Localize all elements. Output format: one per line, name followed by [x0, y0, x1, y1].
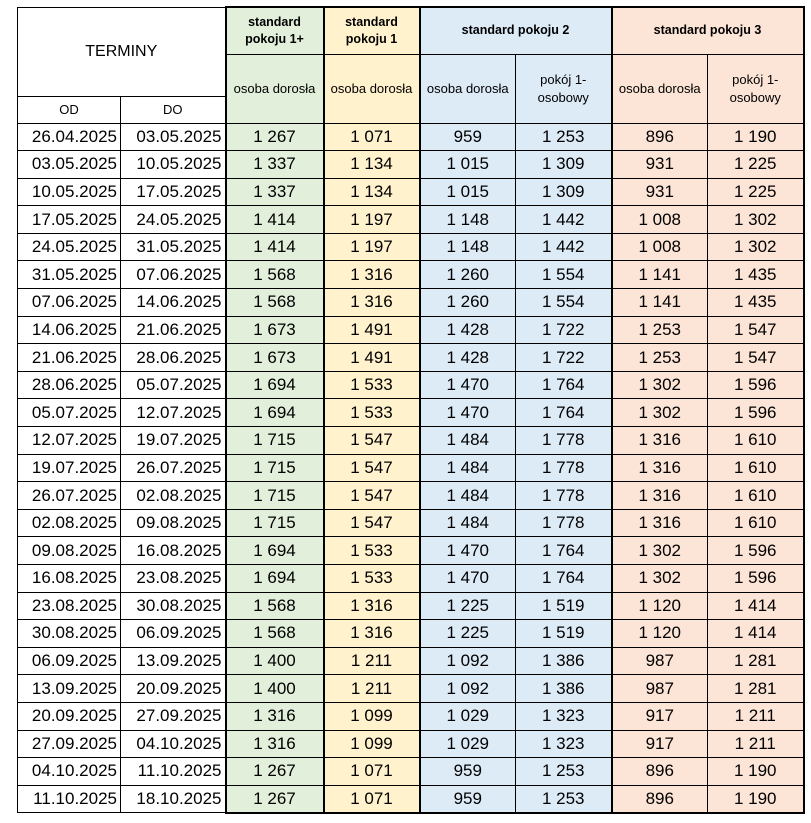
sub-header-adult: osoba dorosła	[324, 54, 420, 123]
table-row	[18, 178, 804, 206]
date-to-cell: 26.07.2025	[121, 454, 226, 482]
price-cell: 1 337	[226, 178, 324, 206]
price-cell: 1 547	[324, 509, 420, 537]
date-from-cell: 21.06.2025	[18, 344, 121, 372]
price-cell: 1 414	[226, 206, 324, 234]
price-cell: 1 568	[226, 620, 324, 648]
price-cell: 1 099	[324, 730, 420, 758]
date-to-cell: 02.08.2025	[121, 482, 226, 510]
date-to-cell: 04.10.2025	[121, 730, 226, 758]
price-cell: 1 386	[516, 647, 612, 675]
price-cell: 1 316	[324, 289, 420, 317]
price-cell: 1 568	[226, 289, 324, 317]
date-from-cell: 12.07.2025	[18, 427, 121, 455]
date-from-cell: 04.10.2025	[18, 758, 121, 786]
price-cell: 1 442	[516, 206, 612, 234]
price-cell: 1 141	[612, 289, 708, 317]
date-to-cell: 05.07.2025	[121, 371, 226, 399]
price-cell: 1 302	[612, 537, 708, 565]
table-row	[18, 758, 804, 786]
table-row	[18, 344, 804, 372]
price-cell: 1 190	[708, 123, 804, 151]
date-from-cell: 11.10.2025	[18, 785, 121, 813]
price-cell: 1 715	[226, 454, 324, 482]
sub-header-single-room: pokój 1-osobowy	[516, 54, 612, 123]
date-to-cell: 30.08.2025	[121, 592, 226, 620]
price-cell: 1 547	[324, 427, 420, 455]
price-cell: 1 470	[420, 399, 516, 427]
date-from-cell: 19.07.2025	[18, 454, 121, 482]
price-cell: 1 316	[324, 620, 420, 648]
price-cell: 1 211	[708, 730, 804, 758]
date-to-cell: 20.09.2025	[121, 675, 226, 703]
price-cell: 1 435	[708, 289, 804, 317]
price-cell: 1 428	[420, 344, 516, 372]
price-cell: 1 302	[612, 565, 708, 593]
price-cell: 987	[612, 675, 708, 703]
price-cell: 1 778	[516, 454, 612, 482]
date-to-cell: 14.06.2025	[121, 289, 226, 317]
price-cell: 1 071	[324, 758, 420, 786]
price-cell: 1 470	[420, 537, 516, 565]
date-from-cell: 13.09.2025	[18, 675, 121, 703]
price-cell: 1 491	[324, 344, 420, 372]
date-from-cell: 26.07.2025	[18, 482, 121, 510]
table-row	[18, 509, 804, 537]
table-row	[18, 702, 804, 730]
date-to-cell: 16.08.2025	[121, 537, 226, 565]
price-cell: 1 211	[708, 702, 804, 730]
date-from-cell: 26.04.2025	[18, 123, 121, 151]
price-cell: 1 554	[516, 261, 612, 289]
date-from-cell: 28.06.2025	[18, 371, 121, 399]
date-to-cell: 31.05.2025	[121, 233, 226, 261]
price-cell: 1 715	[226, 427, 324, 455]
price-cell: 1 484	[420, 454, 516, 482]
price-cell: 931	[612, 151, 708, 179]
date-to-cell: 07.06.2025	[121, 261, 226, 289]
price-cell: 1 470	[420, 565, 516, 593]
od-header: OD	[18, 96, 121, 123]
price-cell: 1 491	[324, 316, 420, 344]
price-cell: 1 400	[226, 675, 324, 703]
group-header-standard-3: standard pokoju 3	[612, 7, 804, 54]
date-from-cell: 03.05.2025	[18, 151, 121, 179]
date-to-cell: 23.08.2025	[121, 565, 226, 593]
do-header: DO	[121, 96, 226, 123]
price-cell: 917	[612, 730, 708, 758]
date-to-cell: 21.06.2025	[121, 316, 226, 344]
date-from-cell: 20.09.2025	[18, 702, 121, 730]
price-cell: 1 316	[612, 482, 708, 510]
table-row	[18, 371, 804, 399]
price-cell: 1 596	[708, 399, 804, 427]
price-cell: 1 134	[324, 178, 420, 206]
date-from-cell: 02.08.2025	[18, 509, 121, 537]
price-cell: 1 316	[612, 427, 708, 455]
table-row	[18, 427, 804, 455]
table-row	[18, 316, 804, 344]
price-cell: 1 092	[420, 675, 516, 703]
price-cell: 1 610	[708, 454, 804, 482]
price-cell: 1 547	[324, 482, 420, 510]
date-to-cell: 17.05.2025	[121, 178, 226, 206]
price-cell: 1 610	[708, 509, 804, 537]
price-cell: 1 029	[420, 702, 516, 730]
date-from-cell: 07.06.2025	[18, 289, 121, 317]
date-to-cell: 10.05.2025	[121, 151, 226, 179]
price-cell: 1 267	[226, 758, 324, 786]
group-header-standard-1-plus: standard pokoju 1+	[226, 7, 324, 54]
date-from-cell: 05.07.2025	[18, 399, 121, 427]
price-cell: 1 316	[226, 702, 324, 730]
price-cell: 1 568	[226, 592, 324, 620]
table-row	[18, 482, 804, 510]
price-cell: 1 316	[612, 454, 708, 482]
date-from-cell: 30.08.2025	[18, 620, 121, 648]
table-row	[18, 537, 804, 565]
sub-header-adult: osoba dorosła	[612, 54, 708, 123]
header-row-groups	[18, 7, 804, 54]
price-cell: 1 225	[420, 592, 516, 620]
price-cell: 1 099	[324, 702, 420, 730]
sub-header-single-room: pokój 1-osobowy	[708, 54, 804, 123]
price-cell: 1 008	[612, 233, 708, 261]
price-cell: 1 414	[708, 592, 804, 620]
price-cell: 1 267	[226, 785, 324, 813]
price-table	[17, 6, 805, 814]
price-cell: 1 533	[324, 399, 420, 427]
date-from-cell: 09.08.2025	[18, 537, 121, 565]
price-cell: 1 092	[420, 647, 516, 675]
table-row	[18, 123, 804, 151]
price-cell: 1 694	[226, 399, 324, 427]
table-row	[18, 399, 804, 427]
table-row	[18, 785, 804, 813]
price-cell: 1 015	[420, 151, 516, 179]
terminy-header: TERMINY	[18, 7, 226, 96]
price-cell: 896	[612, 123, 708, 151]
price-cell: 1 484	[420, 482, 516, 510]
price-cell: 1 596	[708, 537, 804, 565]
price-cell: 1 533	[324, 537, 420, 565]
price-cell: 1 260	[420, 261, 516, 289]
price-cell: 1 302	[708, 206, 804, 234]
price-cell: 1 029	[420, 730, 516, 758]
price-cell: 1 442	[516, 233, 612, 261]
price-cell: 1 547	[324, 454, 420, 482]
price-cell: 1 337	[226, 151, 324, 179]
price-cell: 1 428	[420, 316, 516, 344]
price-cell: 1 519	[516, 620, 612, 648]
price-cell: 1 225	[708, 151, 804, 179]
price-cell: 1 120	[612, 592, 708, 620]
price-cell: 1 519	[516, 592, 612, 620]
price-cell: 1 260	[420, 289, 516, 317]
price-cell: 1 435	[708, 261, 804, 289]
price-cell: 1 267	[226, 123, 324, 151]
date-to-cell: 13.09.2025	[121, 647, 226, 675]
price-cell: 1 253	[516, 123, 612, 151]
price-cell: 1 071	[324, 123, 420, 151]
price-cell: 1 148	[420, 206, 516, 234]
price-cell: 1 400	[226, 647, 324, 675]
table-row	[18, 454, 804, 482]
sub-header-adult: osoba dorosła	[226, 54, 324, 123]
price-cell: 1 015	[420, 178, 516, 206]
date-to-cell: 03.05.2025	[121, 123, 226, 151]
price-cell: 1 134	[324, 151, 420, 179]
date-from-cell: 14.06.2025	[18, 316, 121, 344]
price-cell: 1 764	[516, 565, 612, 593]
price-cell: 1 764	[516, 537, 612, 565]
price-cell: 931	[612, 178, 708, 206]
price-cell: 1 225	[420, 620, 516, 648]
price-cell: 1 253	[516, 758, 612, 786]
price-cell: 1 568	[226, 261, 324, 289]
date-to-cell: 09.08.2025	[121, 509, 226, 537]
date-to-cell: 28.06.2025	[121, 344, 226, 372]
price-cell: 1 190	[708, 758, 804, 786]
table-row	[18, 565, 804, 593]
price-cell: 1 533	[324, 565, 420, 593]
price-cell: 1 414	[226, 233, 324, 261]
date-to-cell: 24.05.2025	[121, 206, 226, 234]
price-cell: 959	[420, 785, 516, 813]
date-to-cell: 06.09.2025	[121, 620, 226, 648]
price-cell: 1 778	[516, 509, 612, 537]
date-from-cell: 17.05.2025	[18, 206, 121, 234]
price-cell: 1 533	[324, 371, 420, 399]
price-cell: 1 197	[324, 206, 420, 234]
price-cell: 1 008	[612, 206, 708, 234]
price-cell: 1 323	[516, 702, 612, 730]
price-cell: 1 694	[226, 371, 324, 399]
price-cell: 1 211	[324, 647, 420, 675]
table-row	[18, 620, 804, 648]
sub-header-adult: osoba dorosła	[420, 54, 516, 123]
price-cell: 1 190	[708, 785, 804, 813]
price-cell: 1 148	[420, 233, 516, 261]
price-cell: 1 253	[612, 316, 708, 344]
price-cell: 1 778	[516, 482, 612, 510]
price-cell: 1 673	[226, 344, 324, 372]
price-cell: 1 610	[708, 427, 804, 455]
price-cell: 1 141	[612, 261, 708, 289]
price-cell: 959	[420, 758, 516, 786]
price-cell: 1 694	[226, 565, 324, 593]
price-cell: 896	[612, 758, 708, 786]
price-cell: 1 470	[420, 371, 516, 399]
price-cell: 1 610	[708, 482, 804, 510]
date-from-cell: 24.05.2025	[18, 233, 121, 261]
price-cell: 1 225	[708, 178, 804, 206]
price-cell: 1 309	[516, 178, 612, 206]
price-cell: 1 722	[516, 344, 612, 372]
price-cell: 1 281	[708, 647, 804, 675]
price-cell: 1 316	[612, 509, 708, 537]
price-cell: 1 764	[516, 371, 612, 399]
table-row	[18, 233, 804, 261]
price-cell: 1 281	[708, 675, 804, 703]
price-cell: 1 316	[324, 261, 420, 289]
table-row	[18, 647, 804, 675]
price-cell: 1 694	[226, 537, 324, 565]
price-cell: 1 302	[612, 371, 708, 399]
price-cell: 1 778	[516, 427, 612, 455]
date-to-cell: 19.07.2025	[121, 427, 226, 455]
price-cell: 1 715	[226, 482, 324, 510]
price-cell: 1 302	[708, 233, 804, 261]
date-from-cell: 31.05.2025	[18, 261, 121, 289]
table-row	[18, 206, 804, 234]
price-cell: 1 484	[420, 427, 516, 455]
price-cell: 1 253	[516, 785, 612, 813]
price-cell: 1 484	[420, 509, 516, 537]
price-cell: 1 316	[226, 730, 324, 758]
price-cell: 987	[612, 647, 708, 675]
date-to-cell: 27.09.2025	[121, 702, 226, 730]
price-cell: 1 596	[708, 565, 804, 593]
price-cell: 1 309	[516, 151, 612, 179]
date-from-cell: 27.09.2025	[18, 730, 121, 758]
price-cell: 1 302	[612, 399, 708, 427]
date-from-cell: 06.09.2025	[18, 647, 121, 675]
date-from-cell: 10.05.2025	[18, 178, 121, 206]
price-cell: 1 764	[516, 399, 612, 427]
price-cell: 1 414	[708, 620, 804, 648]
price-cell: 1 071	[324, 785, 420, 813]
price-cell: 1 197	[324, 233, 420, 261]
price-cell: 1 554	[516, 289, 612, 317]
price-cell: 896	[612, 785, 708, 813]
table-row	[18, 261, 804, 289]
price-cell: 1 211	[324, 675, 420, 703]
table-row	[18, 730, 804, 758]
price-cell: 1 253	[612, 344, 708, 372]
price-cell: 1 715	[226, 509, 324, 537]
price-cell: 1 547	[708, 344, 804, 372]
price-cell: 1 316	[324, 592, 420, 620]
price-cell: 959	[420, 123, 516, 151]
table-row	[18, 289, 804, 317]
date-to-cell: 18.10.2025	[121, 785, 226, 813]
table-row	[18, 592, 804, 620]
price-cell: 1 722	[516, 316, 612, 344]
group-header-standard-2: standard pokoju 2	[420, 7, 612, 54]
price-cell: 917	[612, 702, 708, 730]
date-to-cell: 11.10.2025	[121, 758, 226, 786]
group-header-standard-1: standard pokoju 1	[324, 7, 420, 54]
price-cell: 1 547	[708, 316, 804, 344]
date-from-cell: 16.08.2025	[18, 565, 121, 593]
date-to-cell: 12.07.2025	[121, 399, 226, 427]
price-cell: 1 120	[612, 620, 708, 648]
table-row	[18, 675, 804, 703]
date-from-cell: 23.08.2025	[18, 592, 121, 620]
price-cell: 1 673	[226, 316, 324, 344]
table-row	[18, 151, 804, 179]
price-cell: 1 386	[516, 675, 612, 703]
price-cell: 1 323	[516, 730, 612, 758]
price-cell: 1 596	[708, 371, 804, 399]
